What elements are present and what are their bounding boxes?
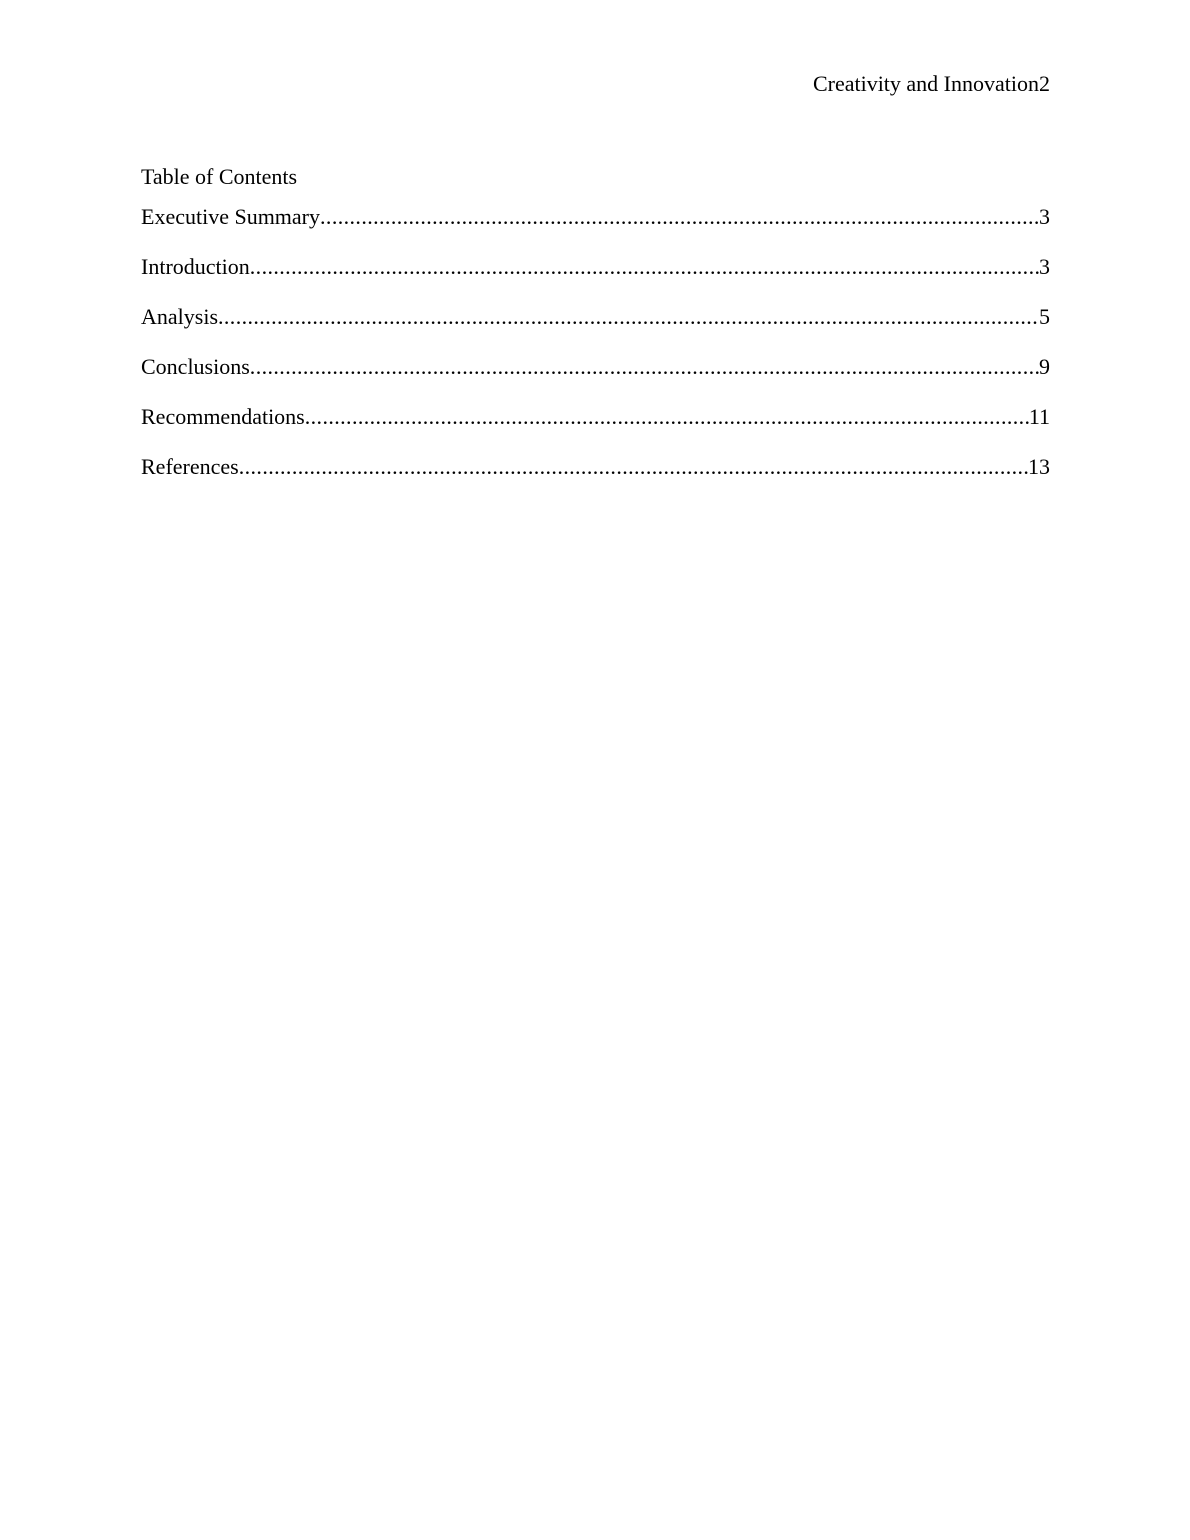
toc-entry-label: References xyxy=(141,454,239,479)
toc-dot-leader xyxy=(305,403,1029,431)
toc-entry-page-number: 9 xyxy=(1039,354,1050,379)
toc-entry-references[interactable] xyxy=(141,453,1050,503)
toc-dot-leader xyxy=(218,303,1039,331)
toc-entry-introduction[interactable] xyxy=(141,253,1050,303)
running-header: Creativity and Innovation2 xyxy=(812,71,1050,96)
toc-entry-conclusions[interactable] xyxy=(141,353,1050,403)
toc-dot-leader xyxy=(250,353,1039,381)
toc-heading: Table of Contents xyxy=(141,164,298,189)
toc-entry-executive-summary[interactable] xyxy=(141,203,1050,253)
toc-entry-page-number: 13 xyxy=(1028,454,1050,479)
toc-entry-label: Conclusions xyxy=(141,354,250,379)
toc-entry-analysis[interactable] xyxy=(141,303,1050,353)
toc-entry-label: Introduction xyxy=(141,254,250,279)
toc-entry-label: Recommendations xyxy=(141,404,305,429)
toc-dot-leader xyxy=(320,203,1039,231)
toc-dot-leader xyxy=(239,453,1028,481)
toc-entry-page-number: 3 xyxy=(1039,204,1050,229)
toc-entry-recommendations[interactable] xyxy=(141,403,1050,453)
toc-entry-page-number: 3 xyxy=(1039,254,1050,279)
toc-entry-label: Analysis xyxy=(141,304,218,329)
toc-entry-page-number: 11 xyxy=(1028,404,1050,429)
table-of-contents xyxy=(141,203,1050,503)
toc-entry-page-number: 5 xyxy=(1039,304,1050,329)
toc-entry-label: Executive Summary xyxy=(141,204,321,229)
toc-dot-leader xyxy=(250,253,1039,281)
